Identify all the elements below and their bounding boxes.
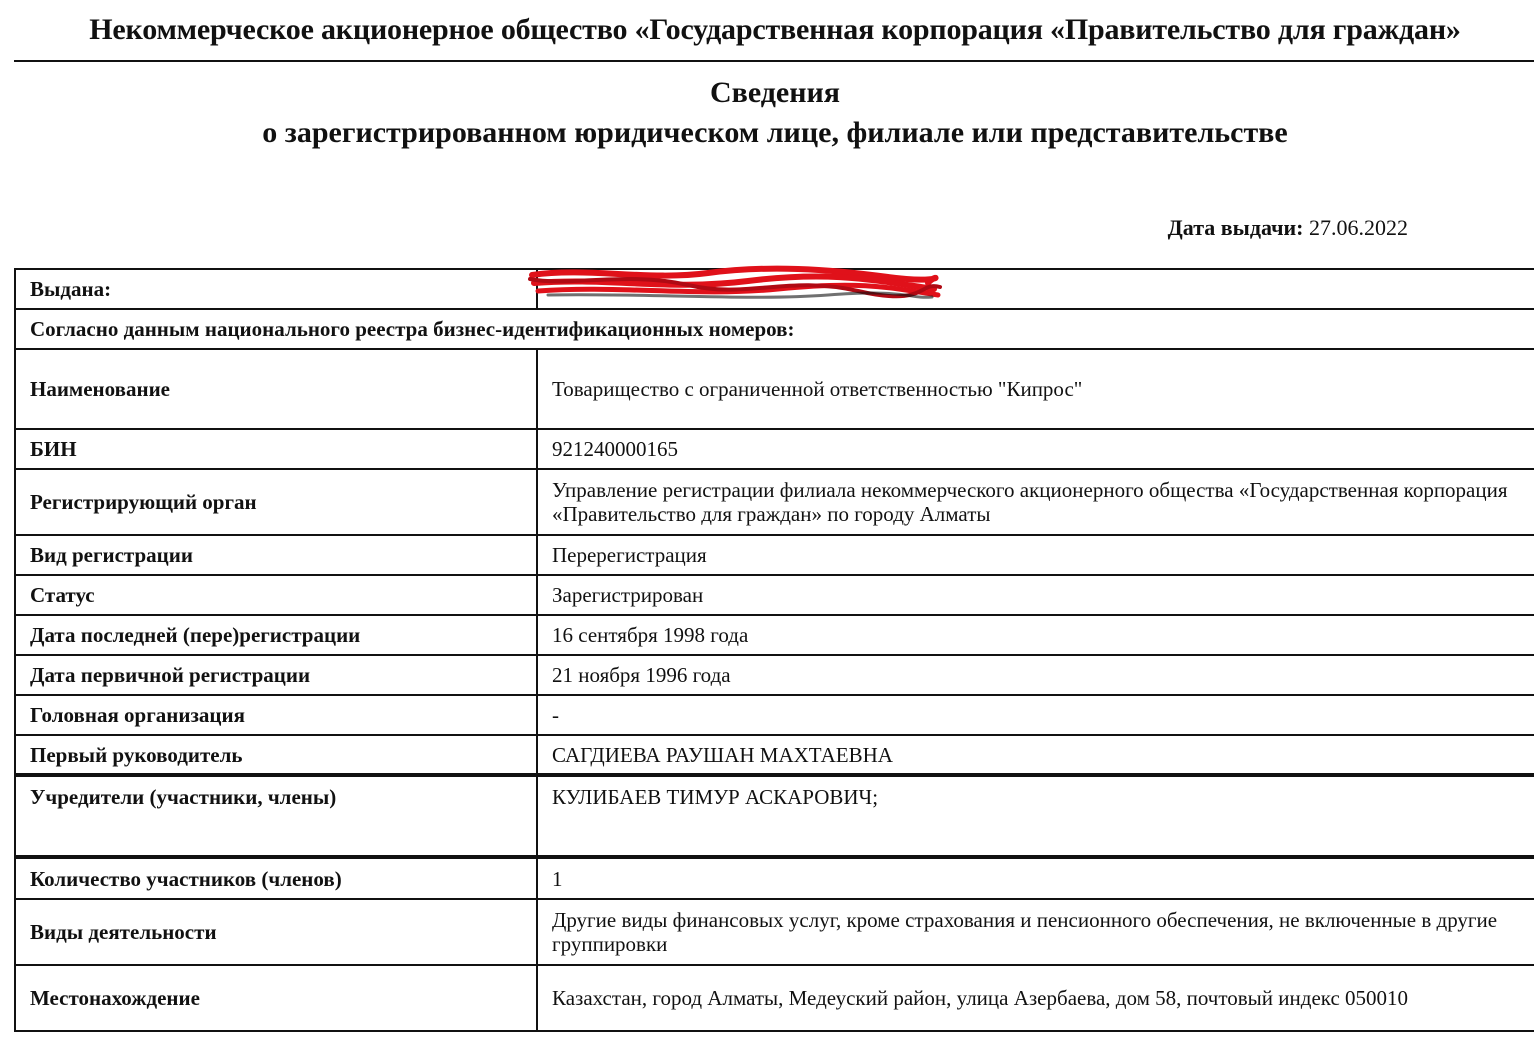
table-row-parent-organization [15,695,1534,735]
table-row-registry-note [15,309,1534,349]
document-subtitle: о зарегистрированном юридическом лице, филиале или представительстве [262,116,1288,149]
members-count-label: Количество участников (членов) [15,857,537,899]
issue-date [1168,214,1408,242]
first-registration-label: Дата первичной регистрации [15,655,537,695]
parent-organization-label: Головная организация [15,695,537,735]
issued-to-label: Выдана: [15,269,537,309]
table-row-registration-type [15,535,1534,575]
head-label: Первый руководитель [15,735,537,775]
activities-label: Виды деятельности [15,899,537,965]
head-value: САГДИЕВА РАУШАН МАХТАЕВНА [537,735,1534,775]
members-count-value: 1 [537,857,1534,899]
registration-table [14,268,1534,1032]
bin-value: 921240000165 [537,429,1534,469]
location-value: Казахстан, город Алматы, Медеуский район, улица Азербаева, дом 58, почтовый индекс 050010 [537,965,1534,1031]
registration-type-value: Перерегистрация [537,535,1534,575]
header-divider [14,60,1534,62]
founders-label: Учредители (участники, члены) [15,775,537,857]
name-label: Наименование [15,349,537,429]
issue-date-label: Дата выдачи: [1167,215,1304,240]
table-row-bin [15,429,1534,469]
activities-value: Другие виды финансовых услуг, кроме страхования и пенсионного обеспечения, не включенные в другие группировки [537,899,1534,965]
table-row-last-registration [15,615,1534,655]
registry-note: Согласно данным национального реестра бизнес-идентификационных номеров: [15,309,1534,349]
table-row-issued-to [15,269,1534,309]
location-label: Местонахождение [15,965,537,1031]
table-row-head [15,735,1534,775]
table-row-first-registration [15,655,1534,695]
name-value: Товарищество с ограниченной ответственностью "Кипрос" [537,349,1534,429]
document-title: Сведения [709,76,841,109]
first-registration-value: 21 ноября 1996 года [537,655,1534,695]
status-value: Зарегистрирован [537,575,1534,615]
registering-body-value: Управление регистрации филиала некоммерческого акционерного общества «Государственная корпорация «Правительство для граждан» по городу Алматы [537,469,1534,535]
table-row-activities [15,899,1534,965]
issue-date-value: 27.06.2022 [1309,215,1408,240]
last-registration-value: 16 сентября 1998 года [537,615,1534,655]
issued-to-value [537,269,1534,309]
status-label: Статус [15,575,537,615]
founders-value: КУЛИБАЕВ ТИМУР АСКАРОВИЧ; [537,775,1534,857]
parent-organization-value: - [537,695,1534,735]
table-row-registering-body [15,469,1534,535]
organization-header: Некоммерческое акционерное общество «Государственная корпорация «Правительство для граждан» [89,13,1461,46]
registration-type-label: Вид регистрации [15,535,537,575]
last-registration-label: Дата последней (пере)регистрации [15,615,537,655]
redaction-scribble [552,277,952,303]
table-row-name [15,349,1534,429]
bin-label: БИН [15,429,537,469]
registering-body-label: Регистрирующий орган [15,469,537,535]
table-row-status [15,575,1534,615]
table-row-members-count [15,857,1534,899]
table-row-founders [15,775,1534,857]
table-row-location [15,965,1534,1031]
redaction-scribble-icon [528,265,948,309]
